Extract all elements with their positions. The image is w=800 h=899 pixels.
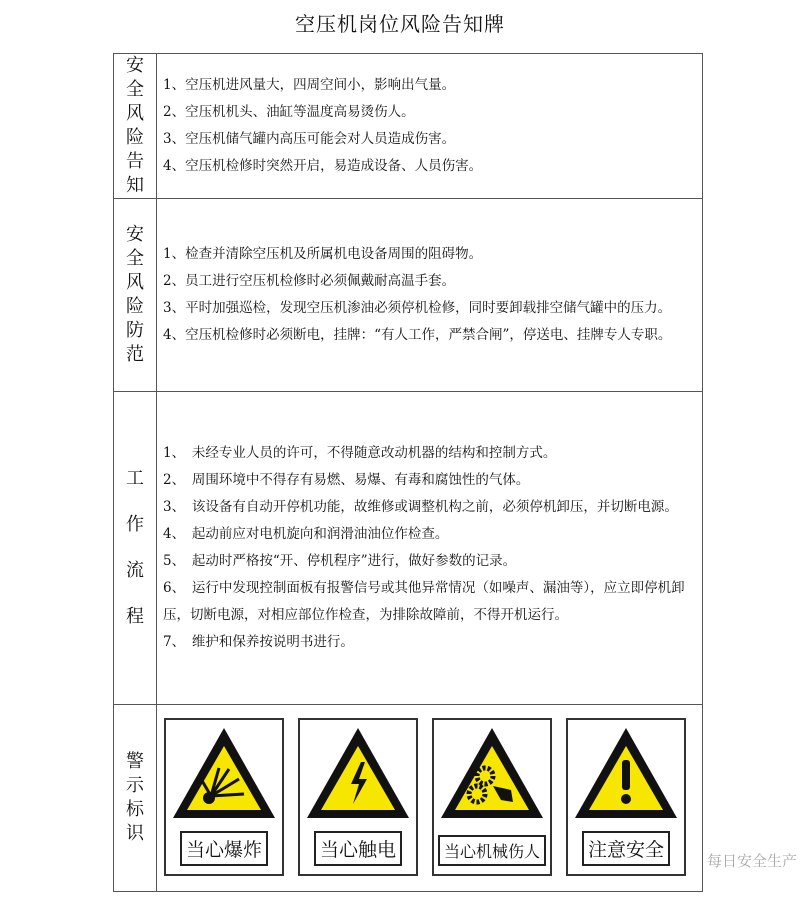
sign-label: 当心触电 bbox=[314, 831, 402, 866]
sign-label: 当心机械伤人 bbox=[438, 835, 546, 866]
list-item: 6、 运行中发现控制面板有报警信号或其他异常情况（如噪声、漏油等），应立即停机卸压，切断电源，对相应部位作检查，为排除故障前，不得开机运行。 bbox=[163, 580, 685, 623]
row-content bbox=[157, 392, 703, 705]
exclamation-icon bbox=[571, 724, 681, 824]
sign-label: 当心爆炸 bbox=[180, 831, 268, 866]
heading-char: 范 bbox=[126, 344, 144, 365]
explosion-icon bbox=[169, 724, 279, 824]
list-item: 4、 起动前应对电机旋向和润滑油油位作检查。 bbox=[163, 526, 449, 542]
heading-char: 全 bbox=[126, 248, 144, 269]
row-content bbox=[157, 705, 703, 892]
list-item: 4、空压机检修时必须断电，挂牌：“有人工作，严禁合闸”，停送电、挂牌专人专职。 bbox=[163, 327, 672, 343]
list-item: 2、空压机机头、油缸等温度高易烫伤人。 bbox=[163, 104, 415, 120]
watermark: 每日安全生产 bbox=[707, 852, 798, 870]
page-title: 空压机岗位风险告知牌 bbox=[295, 12, 505, 36]
heading-char: 安 bbox=[126, 224, 144, 245]
list-item: 1、检查并清除空压机及所属机电设备周围的阻碍物。 bbox=[163, 246, 483, 262]
list-item: 1、 未经专业人员的许可，不得随意改动机器的结构和控制方式。 bbox=[163, 445, 557, 461]
heading-char: 标 bbox=[126, 799, 144, 820]
heading-char: 告 bbox=[126, 151, 144, 172]
heading-char: 险 bbox=[126, 127, 144, 148]
warning-sign-caution bbox=[566, 718, 686, 876]
list-item: 2、 周围环境中不得存有易燃、易爆、有毒和腐蚀性的气体。 bbox=[163, 472, 530, 488]
row-risk-notice bbox=[114, 54, 703, 199]
row-heading bbox=[114, 199, 157, 392]
list-item: 7、 维护和保养按说明书进行。 bbox=[163, 634, 354, 650]
list-item: 5、 起动时严格按“开、停机程序”进行，做好参数的记录。 bbox=[163, 553, 517, 569]
heading-char: 警 bbox=[126, 751, 144, 772]
risk-table bbox=[113, 53, 703, 892]
row-warning-signs bbox=[114, 705, 703, 892]
row-workflow bbox=[114, 392, 703, 705]
heading-char: 知 bbox=[126, 175, 144, 196]
row-heading bbox=[114, 54, 157, 199]
row-heading bbox=[114, 705, 157, 892]
row-heading bbox=[114, 392, 157, 705]
row-content bbox=[157, 54, 703, 199]
electric-shock-icon bbox=[303, 724, 413, 824]
heading-char: 险 bbox=[126, 296, 144, 317]
list-item: 2、员工进行空压机检修时必须佩戴耐高温手套。 bbox=[163, 273, 456, 289]
list-item: 3、平时加强巡检，发现空压机渗油必须停机检修，同时要卸载排空储气罐中的压力。 bbox=[163, 300, 672, 316]
list-item: 1、空压机进风量大，四周空间小，影响出气量。 bbox=[163, 77, 456, 93]
heading-char: 作 bbox=[126, 514, 144, 535]
heading-char: 风 bbox=[126, 272, 144, 293]
heading-char: 工 bbox=[126, 468, 144, 489]
list-item: 4、空压机检修时突然开启，易造成设备、人员伤害。 bbox=[163, 158, 483, 174]
heading-char: 程 bbox=[126, 606, 144, 627]
heading-char: 安 bbox=[126, 55, 144, 76]
row-content bbox=[157, 199, 703, 392]
heading-char: 示 bbox=[126, 775, 144, 796]
warning-sign-explosion bbox=[164, 718, 284, 876]
heading-char: 识 bbox=[126, 823, 144, 844]
heading-char: 风 bbox=[126, 103, 144, 124]
warning-sign-machinery bbox=[432, 718, 552, 876]
machinery-icon bbox=[437, 724, 547, 824]
row-risk-prevention bbox=[114, 199, 703, 392]
list-item: 3、空压机储气罐内高压可能会对人员造成伤害。 bbox=[163, 131, 456, 147]
sign-label: 注意安全 bbox=[582, 831, 670, 866]
heading-char: 防 bbox=[126, 320, 144, 341]
warning-sign-electric bbox=[298, 718, 418, 876]
heading-char: 全 bbox=[126, 79, 144, 100]
list-item: 3、 该设备有自动开停机功能，故维修或调整机构之前，必须停机卸压，并切断电源。 bbox=[163, 499, 678, 515]
heading-char: 流 bbox=[126, 560, 144, 581]
